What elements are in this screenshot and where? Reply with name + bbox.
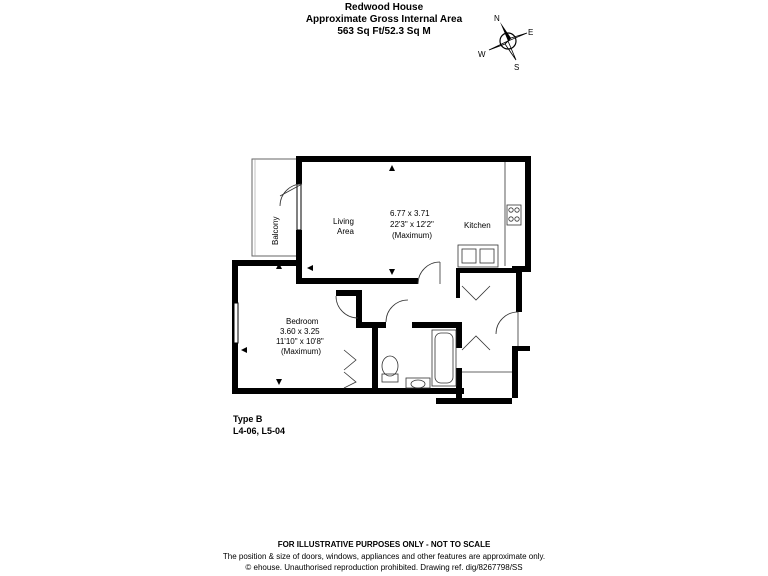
bedroom-dim-metric: 3.60 x 3.25: [280, 327, 320, 336]
disclaimer-text: The position & size of doors, windows, appliances and other features are approximate only.: [222, 552, 546, 561]
living-dim-max: (Maximum): [392, 231, 432, 240]
compass-icon: [478, 14, 533, 72]
living-label-line2: Area: [337, 227, 354, 236]
unit-type: Type B: [233, 414, 263, 424]
kitchen-label: Kitchen: [464, 221, 491, 230]
compass-w: W: [478, 50, 486, 59]
compass-s: S: [514, 63, 520, 72]
bedroom-dim-imperial: 11'10" x 10'8": [276, 337, 324, 346]
living-dim-imperial: 22'3" x 12'2": [390, 220, 434, 229]
walls: [232, 156, 531, 404]
copyright-text: © ehouse. Unauthorised reproduction prohibited. Drawing ref. dig/8267798/SS: [245, 563, 523, 572]
kitchen-fittings: [458, 162, 521, 267]
bedroom-label: Bedroom: [286, 317, 319, 326]
compass-n: N: [494, 14, 500, 23]
building-name: Redwood House: [344, 2, 424, 13]
bedroom-dim-max: (Maximum): [281, 347, 321, 356]
area-label: Approximate Gross Internal Area: [305, 14, 463, 25]
compass-e: E: [528, 28, 534, 37]
unit-refs: L4-06, L5-04: [233, 426, 286, 436]
disclaimer-title: FOR ILLUSTRATIVE PURPOSES ONLY - NOT TO SCALE: [277, 540, 491, 549]
living-label-line1: Living: [333, 217, 354, 226]
bathroom-fittings: [382, 330, 512, 388]
balcony-label: Balcony: [271, 216, 280, 245]
area-value: 563 Sq Ft/52.3 Sq M: [337, 26, 431, 37]
living-dim-metric: 6.77 x 3.71: [390, 209, 430, 218]
